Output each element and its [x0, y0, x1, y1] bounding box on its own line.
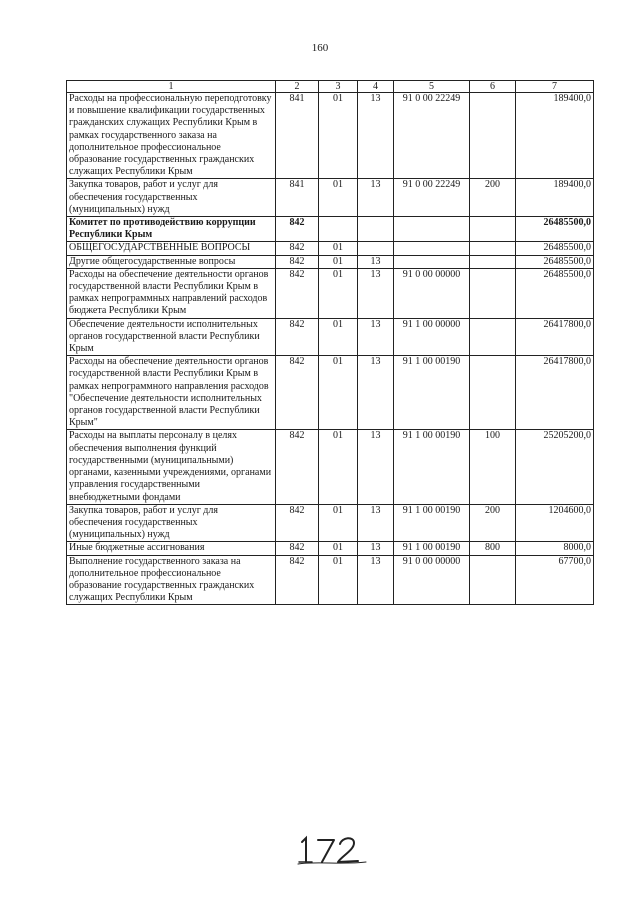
row-section: 01: [319, 268, 358, 318]
row-code: 842: [276, 542, 319, 555]
table-row: [67, 179, 594, 217]
row-subsection: 13: [358, 430, 394, 504]
table-row: [67, 504, 594, 542]
row-code: 842: [276, 255, 319, 268]
row-name: Расходы на выплаты персоналу в целях обеспечения выполнения функций государственными (муниципальными) органами, казенными учреждениями, органами управления государственными внебюджетными фондами: [67, 430, 276, 504]
row-amount: 67700,0: [516, 555, 594, 605]
row-expense-type: 100: [470, 430, 516, 504]
row-code: 842: [276, 555, 319, 605]
row-code: 842: [276, 356, 319, 430]
row-subsection: 13: [358, 504, 394, 542]
row-code: 841: [276, 179, 319, 217]
row-subsection: 13: [358, 93, 394, 179]
row-subsection: 13: [358, 268, 394, 318]
row-code: 842: [276, 504, 319, 542]
row-expense-type: [470, 242, 516, 255]
row-subsection: 13: [358, 555, 394, 605]
row-expense-type: [470, 255, 516, 268]
row-section: 01: [319, 242, 358, 255]
row-name: Комитет по противодействию коррупции Республики Крым: [67, 217, 276, 242]
row-name: Закупка товаров, работ и услуг для обеспечения государственных (муниципальных) нужд: [67, 504, 276, 542]
handwritten-number-icon: [296, 832, 376, 866]
row-section: 01: [319, 318, 358, 356]
row-name: Другие общегосударственные вопросы: [67, 255, 276, 268]
row-amount: 26485500,0: [516, 255, 594, 268]
row-expense-type: [470, 217, 516, 242]
row-section: 01: [319, 542, 358, 555]
row-target: 91 1 00 00190: [394, 542, 470, 555]
row-target: 91 1 00 00190: [394, 430, 470, 504]
row-section: 01: [319, 179, 358, 217]
table-row: [67, 555, 594, 605]
row-amount: 189400,0: [516, 93, 594, 179]
row-subsection: 13: [358, 318, 394, 356]
row-code: 842: [276, 318, 319, 356]
row-amount: 26417800,0: [516, 318, 594, 356]
col-header-3: 3: [319, 81, 358, 93]
row-name: Выполнение государственного заказа на дополнительное профессиональное образование государственных гражданских служащих Республики Крым: [67, 555, 276, 605]
handwritten-page-number-signature: [296, 832, 376, 866]
col-header-5: 5: [394, 81, 470, 93]
row-amount: 189400,0: [516, 179, 594, 217]
row-target: 91 1 00 00190: [394, 504, 470, 542]
table-row: [67, 93, 594, 179]
row-expense-type: [470, 555, 516, 605]
table-row: [67, 542, 594, 555]
row-expense-type: 800: [470, 542, 516, 555]
col-header-4: 4: [358, 81, 394, 93]
table-row: [67, 268, 594, 318]
row-section: [319, 217, 358, 242]
row-name: Расходы на обеспечение деятельности органов государственной власти Республики Крым в рамках непрограммных направлений расходов бюджета Республики Крым: [67, 268, 276, 318]
row-subsection: 13: [358, 255, 394, 268]
row-section: 01: [319, 430, 358, 504]
row-subsection: [358, 242, 394, 255]
table-row: [67, 356, 594, 430]
row-subsection: 13: [358, 542, 394, 555]
col-header-6: 6: [470, 81, 516, 93]
table-row: [67, 242, 594, 255]
table-row: [67, 430, 594, 504]
row-amount: 26417800,0: [516, 356, 594, 430]
table-row: [67, 255, 594, 268]
row-amount: 26485500,0: [516, 217, 594, 242]
row-code: 842: [276, 242, 319, 255]
col-header-1: 1: [67, 81, 276, 93]
row-section: 01: [319, 555, 358, 605]
page-number: 160: [311, 42, 329, 54]
row-target: 91 0 00 22249: [394, 179, 470, 217]
row-subsection: 13: [358, 179, 394, 217]
row-target: 91 0 00 00000: [394, 268, 470, 318]
row-section: 01: [319, 504, 358, 542]
row-expense-type: 200: [470, 504, 516, 542]
row-name: Обеспечение деятельности исполнительных органов государственной власти Республики Крым: [67, 318, 276, 356]
row-target: [394, 242, 470, 255]
row-section: 01: [319, 255, 358, 268]
row-amount: 1204600,0: [516, 504, 594, 542]
row-section: 01: [319, 356, 358, 430]
row-code: 842: [276, 217, 319, 242]
row-name: ОБЩЕГОСУДАРСТВЕННЫЕ ВОПРОСЫ: [67, 242, 276, 255]
row-name: Закупка товаров, работ и услуг для обеспечения государственных (муниципальных) нужд: [67, 179, 276, 217]
row-expense-type: [470, 268, 516, 318]
row-code: 842: [276, 430, 319, 504]
col-header-2: 2: [276, 81, 319, 93]
row-subsection: 13: [358, 356, 394, 430]
row-expense-type: [470, 356, 516, 430]
table-row: [67, 318, 594, 356]
row-expense-type: [470, 318, 516, 356]
row-code: 841: [276, 93, 319, 179]
row-expense-type: [470, 93, 516, 179]
row-amount: 26485500,0: [516, 268, 594, 318]
row-target: [394, 217, 470, 242]
row-code: 842: [276, 268, 319, 318]
row-target: 91 0 00 00000: [394, 555, 470, 605]
row-target: 91 0 00 22249: [394, 93, 470, 179]
row-name: Расходы на обеспечение деятельности органов государственной власти Республики Крым в рамках непрограммного направления расходов "Обеспечение деятельности исполнительных органов государственной власти Республики Крым": [67, 356, 276, 430]
row-target: 91 1 00 00190: [394, 356, 470, 430]
row-amount: 25205200,0: [516, 430, 594, 504]
row-target: 91 1 00 00000: [394, 318, 470, 356]
row-target: [394, 255, 470, 268]
table-header-row: [67, 81, 594, 93]
row-section: 01: [319, 93, 358, 179]
col-header-7: 7: [516, 81, 594, 93]
row-subsection: [358, 217, 394, 242]
row-amount: 26485500,0: [516, 242, 594, 255]
row-expense-type: 200: [470, 179, 516, 217]
row-amount: 8000,0: [516, 542, 594, 555]
row-name: Иные бюджетные ассигнования: [67, 542, 276, 555]
table-row: [67, 217, 594, 242]
budget-table: [66, 80, 594, 605]
row-name: Расходы на профессиональную переподготовку и повышение квалификации государственных гражданских служащих Республики Крым в рамках государственного заказа на дополнительное профессиональное образование государственных гражданских служащих Республики Крым: [67, 93, 276, 179]
